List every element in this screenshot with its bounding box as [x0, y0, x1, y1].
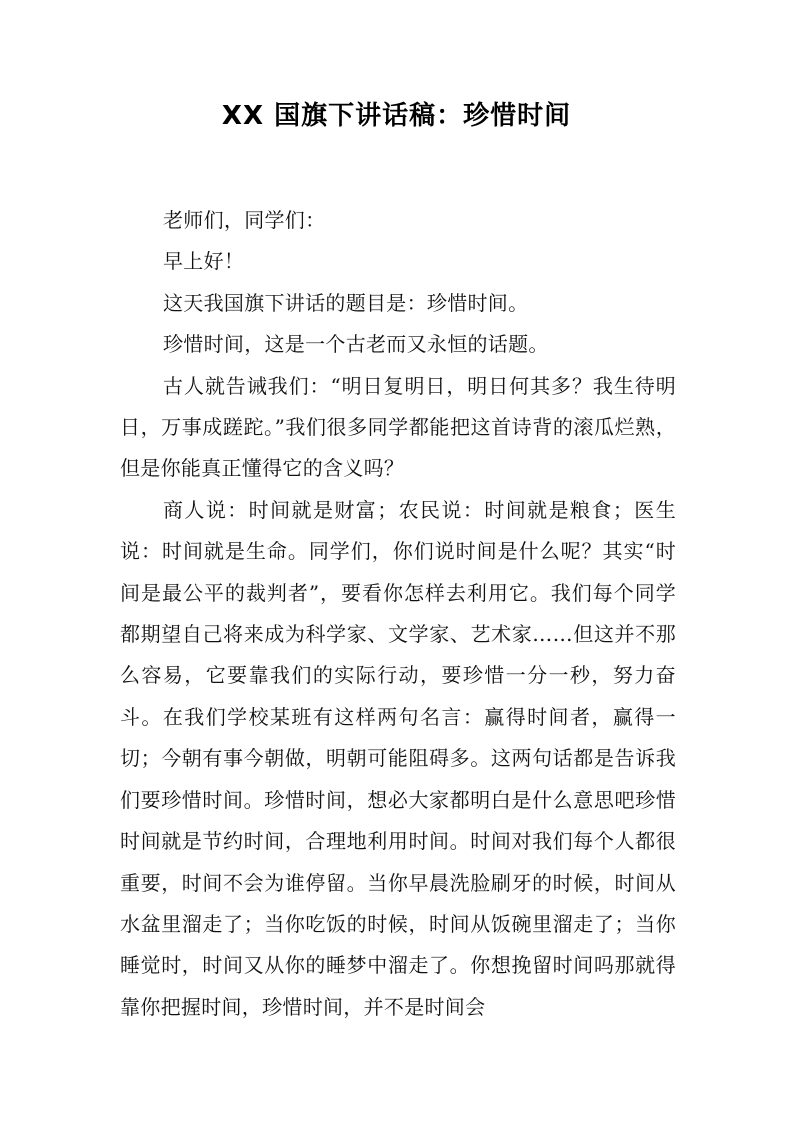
document-title: XX 国旗下讲话稿：珍惜时间	[221, 101, 572, 131]
paragraph-good-morning: 早上好！	[163, 249, 245, 274]
paragraph-greeting: 老师们，同学们：	[163, 208, 326, 232]
paragraph-main-body: 商人说：时间就是财富；农民说：时间就是粮食；医生说：时间就是生命。同学们，你们说时间是什么呢？其实“时间是最公平的裁判者”，要看你怎样去利用它。我们每个同学都期望自己将来成为科学家、文学家、艺术家……但这并不那么容易，它要靠我们的实际行动，要珍惜一分一秒，努力奋斗。在我们学校某班有这样两句名言：赢得时间者，赢得一切；今朝有事今朝做，明朝可能阻碍多。这两句话都是告诉我们要珍惜时间。珍惜时间，想必大家都明白是什么意思吧珍惜时间就是节约时间，合理地利用时间。时间对我们每个人都很重要，时间不会为谁停留。当你早晨洗脸刷牙的时候，时间从水盆里溜走了；当你吃饭的时候，时间从饭碗里溜走了；当你睡觉时，时间又从你的睡梦中溜走了。你想挽留时间吗那就得靠你把握时间，珍惜时间，并不是时间会	[120, 497, 676, 1019]
paragraph-ancient-poem: 古人就告诫我们：“明日复明日，明日何其多？我生待明日，万事成蹉跎。”我们很多同学都能把这首诗背的滚瓜烂熟，但是你能真正懂得它的含义吗？	[120, 373, 676, 481]
paragraph-intro: 珍惜时间，这是一个古老而又永恒的话题。	[163, 332, 549, 357]
document-body	[120, 200, 676, 1028]
paragraph-topic: 这天我国旗下讲话的题目是：珍惜时间。	[163, 290, 529, 315]
